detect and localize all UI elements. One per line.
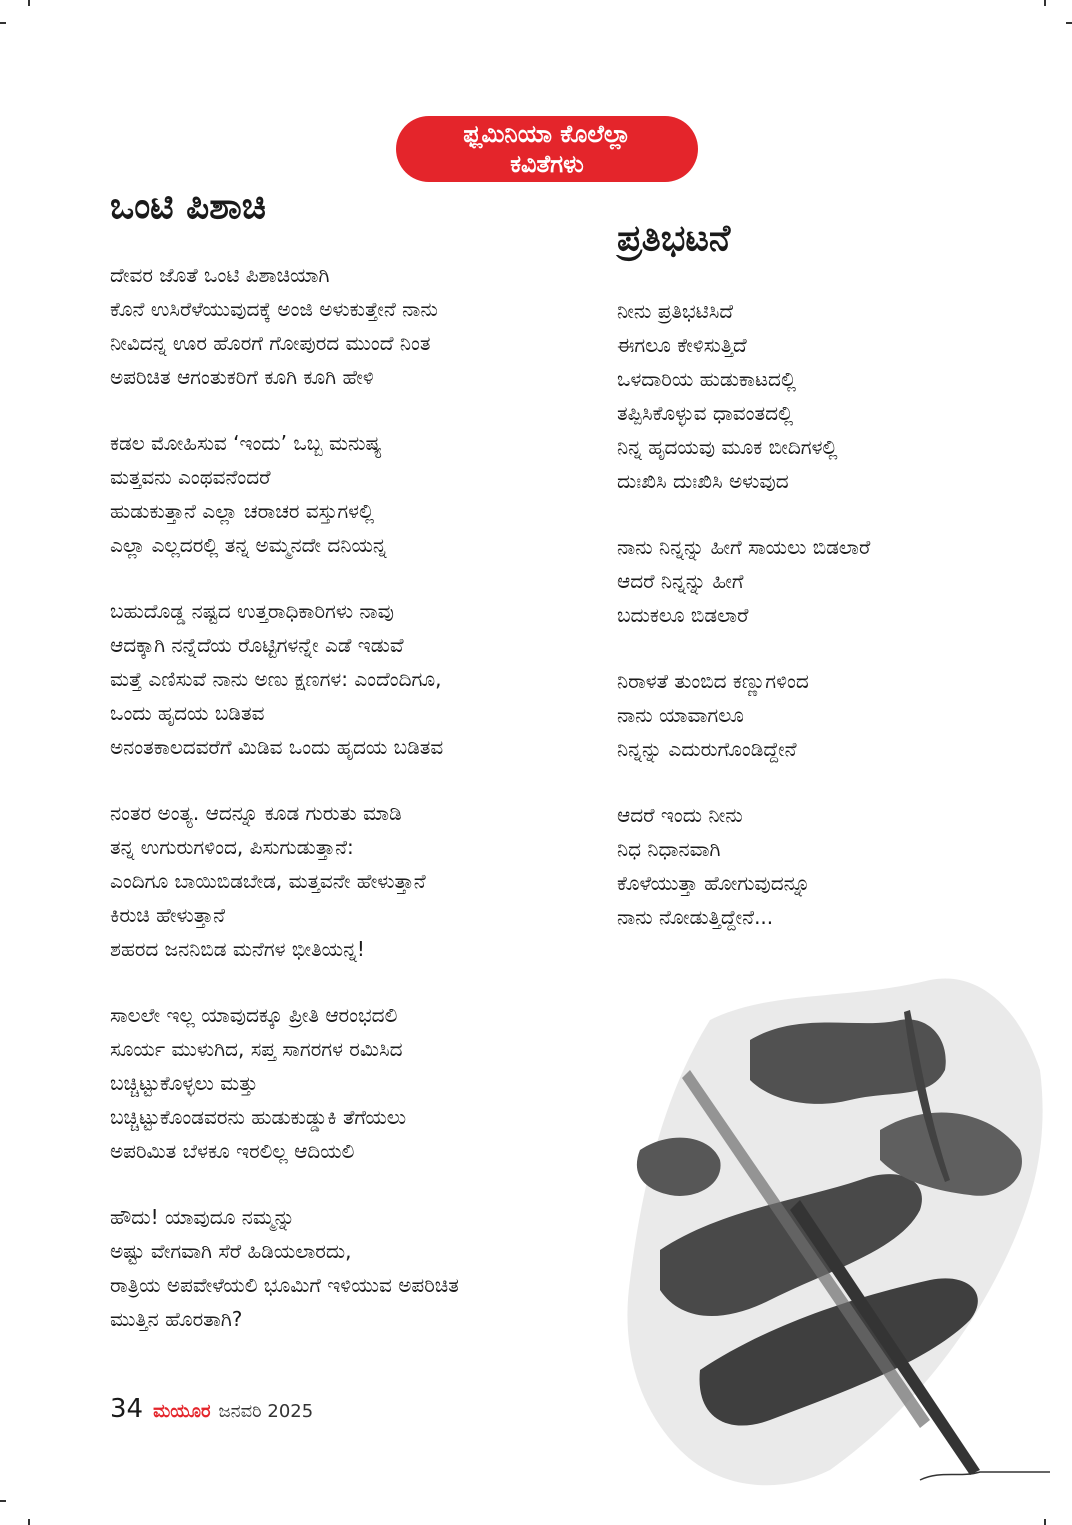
poem-title-left: ಒಂಟಿ ಪಿಶಾಚಿ — [110, 186, 266, 227]
stanza — [617, 294, 1057, 498]
poem-line: ಕಿರುಚಿ ಹೇಳುತ್ತಾನೆ — [110, 903, 226, 927]
ink-abstract-painting-icon — [600, 950, 1060, 1510]
poem-line: ಆದರೆ ಇಂದು ನೀನು — [617, 803, 743, 827]
poem-body-left — [110, 258, 610, 1368]
stanza — [110, 426, 610, 562]
poem-line: ದುಃಖಿಸಿ ದುಃಖಿಸಿ ಅಳುವುದ — [617, 469, 789, 493]
poem-line: ನಿನ್ನ ಹೃದಯವು ಮೂಕ ಬೀದಿಗಳಲ್ಲಿ — [617, 435, 838, 459]
poem-line: ನೀನು ಪ್ರತಿಭಟಿಸಿದೆ — [617, 299, 734, 323]
issue-date: ಜನವರಿ 2025 — [218, 1401, 314, 1422]
poem-line: ಬಚ್ಚಿಟ್ಟುಕೊಳ್ಳಲು ಮತ್ತು — [110, 1071, 258, 1095]
stanza — [617, 530, 1057, 632]
author-name: ಫ್ಲಮಿನಿಯಾ ಕೊಲೆಲ್ಲಾ — [463, 120, 631, 148]
poem-line: ತನ್ನ ಉಗುರುಗಳಿಂದ, ಪಿಸುಗುಡುತ್ತಾನೆ: — [110, 835, 354, 859]
poem-line: ಹೌದು! ಯಾವುದೂ ನಮ್ಮನ್ನು — [110, 1205, 295, 1229]
poem-line: ಬದುಕಲೂ ಬಿಡಲಾರೆ — [617, 603, 749, 627]
poem-line: ಆದರೆ ನಿನ್ನನ್ನು ಹೀಗೆ — [617, 569, 744, 593]
crop-mark — [0, 1500, 6, 1502]
poem-line: ನಾನು ಯಾವಾಗಲೂ — [617, 703, 744, 727]
poem-line: ಆದಕ್ಕಾಗಿ ನನ್ನೆದೆಯ ರೊಟ್ಟಿಗಳನ್ನೇ ಎಡೆ ಇಡುವೆ — [110, 633, 404, 657]
poem-line: ಬಚ್ಚಿಟ್ಟುಕೊಂಡವರನು ಹುಡುಕುಡ್ಡುಕಿ ತೆಗೆಯಲು — [110, 1105, 407, 1129]
poem-line: ಒಂದು ಹೃದಯ ಬಡಿತವ — [110, 701, 265, 725]
stanza — [110, 1200, 610, 1336]
poem-line: ನಿರಾಳತೆ ತುಂಬಿದ ಕಣ್ಣುಗಳಿಂದ — [617, 669, 809, 693]
poem-line: ನಾನು ನಿನ್ನನ್ನು ಹೀಗೆ ಸಾಯಲು ಬಿಡಲಾರೆ — [617, 535, 871, 559]
poem-title-right: ಪ್ರತಿಭಟನೆ — [617, 218, 731, 259]
poem-line: ಅನಂತಕಾಲದವರೆಗೆ ಮಿಡಿವ ಒಂದು ಹೃದಯ ಬಡಿತವ — [110, 735, 444, 759]
poem-line: ತಪ್ಪಿಸಿಕೊಳ್ಳುವ ಧಾವಂತದಲ್ಲಿ — [617, 401, 794, 425]
poem-line: ಕೊನೆ ಉಸಿರೆಳೆಯುವುದಕ್ಕೆ ಅಂಜಿ ಅಳುಕುತ್ತೇನೆ ನಾನು — [110, 297, 438, 321]
poem-line: ಒಳದಾರಿಯ ಹುಡುಕಾಟದಲ್ಲಿ — [617, 367, 797, 391]
poem-line: ದೇವರ ಜೊತೆ ಒಂಟಿ ಪಿಶಾಚಿಯಾಗಿ — [110, 263, 330, 287]
poem-line: ಕೊಳೆಯುತ್ತಾ ಹೋಗುವುದನ್ನೂ — [617, 871, 811, 895]
stanza — [617, 798, 1057, 934]
poem-line: ಮತ್ತೆ ಎಣಿಸುವೆ ನಾನು ಅಣು ಕ್ಷಣಗಳ: ಎಂದೆಂದಿಗೂ, — [110, 667, 442, 691]
poem-line: ಎಂದಿಗೂ ಬಾಯಿಬಿಡಬೇಡ, ಮತ್ತವನೇ ಹೇಳುತ್ತಾನೆ — [110, 869, 426, 893]
poem-line: ನಿನ್ನನ್ನು ಎದುರುಗೊಂಡಿದ್ದೇನೆ — [617, 737, 797, 761]
poem-line: ರಾತ್ರಿಯ ಅಪವೇಳೆಯಲಿ ಭೂಮಿಗೆ ಇಳಿಯುವ ಅಪರಿಚಿತ — [110, 1273, 459, 1297]
poem-line: ಮುತ್ತಿನ ಹೊರತಾಗಿ? — [110, 1307, 243, 1331]
poem-line: ಸೂರ್ಯ ಮುಳುಗಿದ, ಸಪ್ತ ಸಾಗರಗಳ ರಮಿಸಿದ — [110, 1037, 403, 1061]
poem-line: ಅಪರಿಚಿತ ಆಗಂತುಕರಿಗೆ ಕೂಗಿ ಕೂಗಿ ಹೇಳಿ — [110, 365, 374, 389]
poem-line: ಎಲ್ಲಾ ಎಲ್ಲದರಲ್ಲಿ ತನ್ನ ಅಮ್ಮನದೇ ದನಿಯನ್ನ — [110, 533, 387, 557]
crop-mark — [28, 1519, 30, 1525]
magazine-logo: ಮಯೂರ — [153, 1401, 211, 1422]
poem-line: ಈಗಲೂ ಕೇಳಿಸುತ್ತಿದೆ — [617, 333, 747, 357]
banner-subtitle: ಕವಿತೆಗಳು — [510, 150, 584, 178]
poem-line: ಕಡಲ ಮೋಹಿಸುವ ‘ಇಂದು’ ಒಬ್ಬ ಮನುಷ್ಯ — [110, 431, 382, 455]
poem-line: ನೀವಿದನ್ನ ಊರ ಹೊರಗೆ ಗೋಪುರದ ಮುಂದೆ ನಿಂತ — [110, 331, 431, 355]
poem-line: ನಂತರ ಅಂತ್ಯ. ಆದನ್ನೂ ಕೂಡ ಗುರುತು ಮಾಡಿ — [110, 801, 402, 825]
page-number: 34 — [110, 1394, 144, 1424]
poem-line: ಅಷ್ಟು ವೇಗವಾಗಿ ಸೆರೆ ಹಿಡಿಯಲಾರದು, — [110, 1239, 352, 1263]
crop-mark — [28, 0, 30, 6]
stanza — [110, 796, 610, 966]
poem-line: ನಾನು ನೋಡುತ್ತಿದ್ದೇನೆ... — [617, 905, 774, 929]
stanza — [110, 998, 610, 1168]
poem-line: ಹುಡುಕುತ್ತಾನೆ ಎಲ್ಲಾ ಚರಾಚರ ವಸ್ತುಗಳಲ್ಲಿ — [110, 499, 375, 523]
poem-line: ಅಪರಿಮಿತ ಬೆಳಕೂ ಇರಲಿಲ್ಲ ಆದಿಯಲಿ — [110, 1139, 355, 1163]
author-banner — [396, 116, 698, 182]
page-footer — [110, 1394, 313, 1424]
poem-line: ಸಾಲಲೇ ಇಲ್ಲ ಯಾವುದಕ್ಕೂ ಪ್ರೀತಿ ಆರಂಭದಲಿ — [110, 1003, 398, 1027]
crop-mark — [0, 22, 6, 24]
crop-mark — [1044, 0, 1046, 6]
poem-line: ಶಹರದ ಜನನಿಬಿಡ ಮನೆಗಳ ಭೀತಿಯನ್ನ! — [110, 937, 365, 961]
stanza — [110, 594, 610, 764]
poem-line: ನಿಧ ನಿಧಾನವಾಗಿ — [617, 837, 721, 861]
poem-body-right — [617, 294, 1057, 966]
poem-line: ಬಹುದೊಡ್ಡ ನಷ್ಟದ ಉತ್ತರಾಧಿಕಾರಿಗಳು ನಾವು — [110, 599, 394, 623]
poem-line: ಮತ್ತವನು ಎಂಥವನೆಂದರೆ — [110, 465, 271, 489]
crop-mark — [1044, 1519, 1046, 1525]
stanza — [110, 258, 610, 394]
stanza — [617, 664, 1057, 766]
crop-mark — [1066, 22, 1072, 24]
